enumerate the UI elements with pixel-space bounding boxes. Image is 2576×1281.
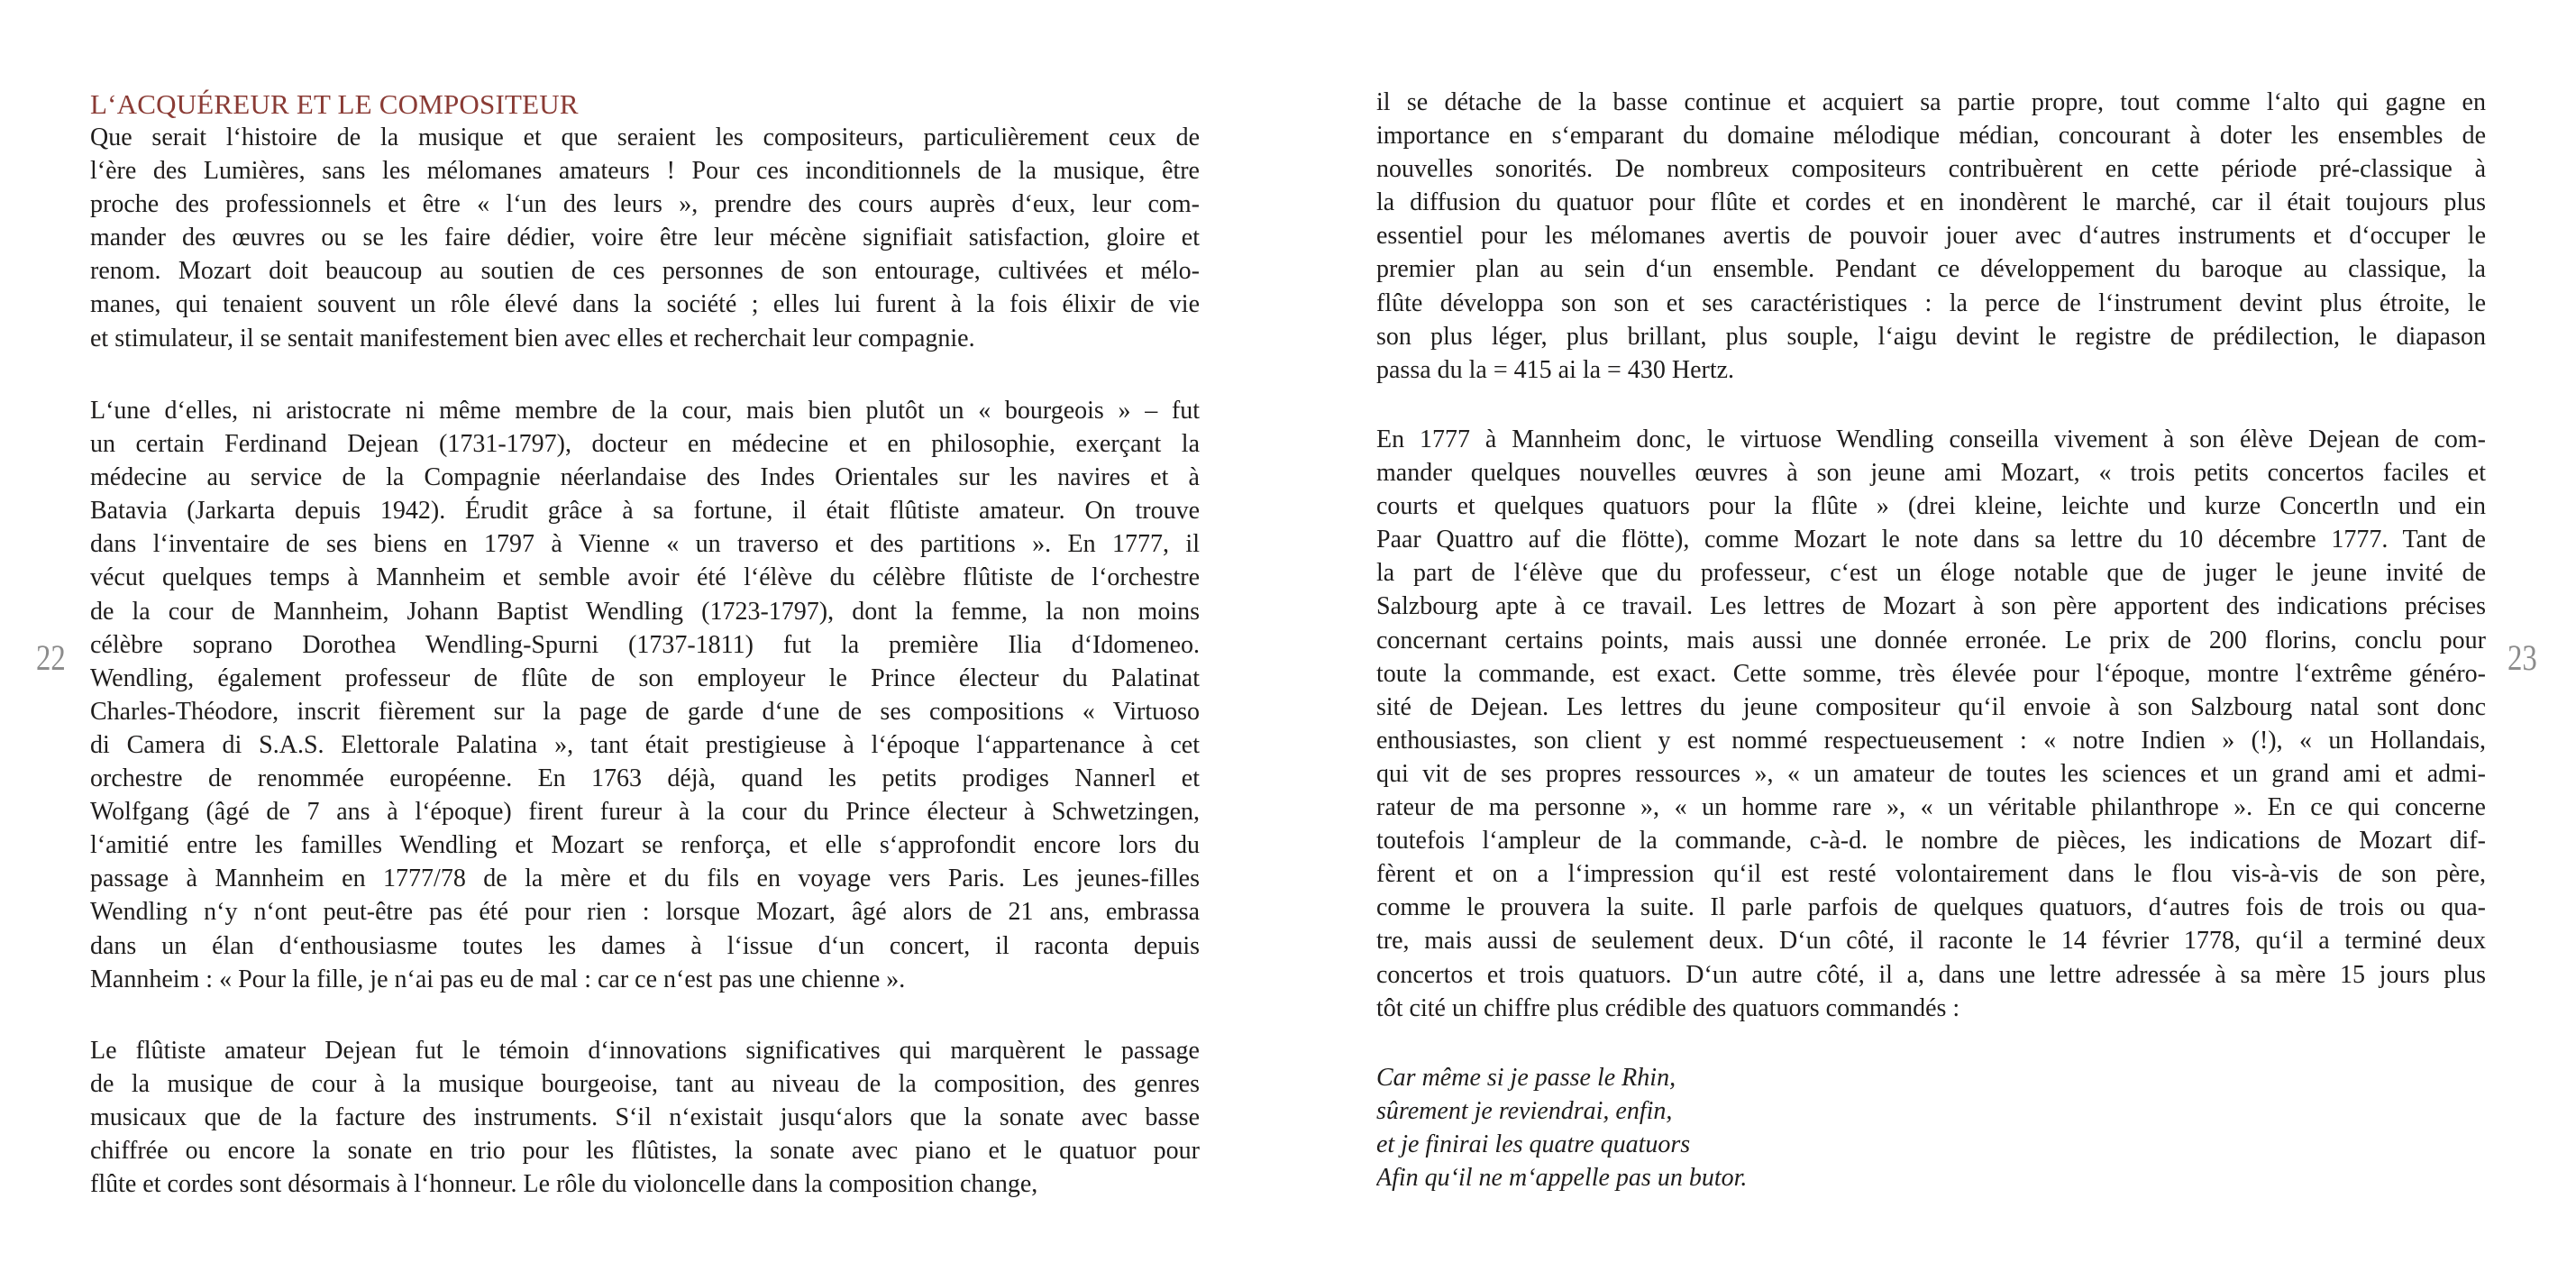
paragraph [90,121,1200,355]
text-line: Charles-Théodore, inscrit fièrement sur la page de garde d‘une de ses compositions « Virtuoso [90,697,1200,726]
text-line: Le flûtiste amateur Dejean fut le témoin d‘innovations significatives qui marquèrent le passage [90,1037,1200,1065]
text-line: passa du la = 415 ai la = 430 Hertz. [1376,355,1735,384]
text-line: rateur de ma personne », « un homme rare », « un véritable philanthrope ». En ce qui concerne [1376,793,2486,822]
text-line: concernant certains points, mais aussi une donnée erronée. Le prix de 200 florins, conclu pour [1376,626,2486,654]
paragraph [1376,86,2486,387]
text-line: comme le prouvera la suite. Il parle parfois de quelques quatuors, d‘autres fois de trois ou qua- [1376,893,2486,922]
verse-line: Afin qu‘il ne m‘appelle pas un butor. [1376,1164,1748,1193]
text-line: Wolfgang (âgé de 7 ans à l‘époque) firent fureur à la cour du Prince électeur à Schwetzingen, [90,798,1200,827]
text-line: Salzbourg apte à ce travail. Les lettres de Mozart à son père apportent des indications précises [1376,592,2486,621]
text-line: Que serait l‘histoire de la musique et que seraient les compositeurs, particulièrement ceux de [90,124,1200,151]
text-line: tre, mais aussi de seulement deux. D‘un côté, il raconte le 14 février 1778, qu‘il a terminé deux [1376,927,2486,956]
verse-line: sûrement je reviendrai, enfin, [1376,1097,1673,1126]
paragraph [90,394,1200,996]
text-line: essentiel pour les mélomanes avertis de pouvoir jouer avec d‘autres instruments et d‘occuper le [1376,222,2486,251]
text-line: flûte développa son son et ses caractéristiques : la perce de l‘instrument devint plus étroite, le [1376,288,2486,317]
text-line: L‘une d‘elles, ni aristocrate ni même membre de la cour, mais bien plutôt un « bourgeois » – fut [90,397,1200,425]
text-line: un certain Ferdinand Dejean (1731-1797), docteur en médecine et en philosophie, exerçant la [90,430,1200,459]
text-line: toutefois l‘ampleur de la commande, c-à-d. le nombre de pièces, les indications de Mozart dif- [1376,827,2486,856]
text-line: l‘ère des Lumières, sans les mélomanes amateurs ! Pour ces inconditionnels de la musique, être [90,157,1200,186]
text-line: l‘amitié entre les familles Wendling et Mozart se renforça, et elle s‘approfondit encore lors du [90,831,1200,860]
verse-line: et je finirai les quatre quatuors [1376,1130,1691,1159]
text-line: de la cour de Mannheim, Johann Baptist Wendling (1723-1797), dont la femme, la non moins [90,597,1200,626]
text-line: chiffrée ou encore la sonate en trio pour les flûtistes, la sonate avec piano et le quatuor pour [90,1137,1200,1166]
section-title: L‘ACQUÉREUR ET LE COMPOSITEUR [90,88,579,120]
text-line: flûte et cordes sont désormais à l‘honneur. Le rôle du violoncelle dans la composition change, [90,1170,1038,1199]
paragraph [90,1034,1200,1201]
text-line: la diffusion du quatuor pour flûte et cordes et en inondèrent le marché, car il était toujours plus [1376,188,2486,217]
text-line: célèbre soprano Dorothea Wendling-Spurni (1737-1811) fut la première Ilia d‘Idomeneo. [90,630,1200,659]
paragraph [1376,423,2486,1025]
text-line: tôt cité un chiffre plus crédible des quatuors commandés : [1376,993,1960,1022]
text-line: orchestre de renommée européenne. En 1763 déjà, quand les petits prodiges Nannerl et [90,764,1200,793]
text-line: de la musique de cour à la musique bourgeoise, tant au niveau de la composition, des genres [90,1070,1200,1099]
text-line: son plus léger, plus brillant, plus souple, l‘aigu devint le registre de prédilection, le diapason [1376,322,2486,351]
text-line: passage à Mannheim en 1777/78 de la mère et du fils en voyage vers Paris. Les jeunes-filles [90,865,1200,893]
verse-line: Car même si je passe le Rhin, [1376,1064,1676,1092]
text-line: la part de l‘élève que du professeur, c‘est un éloge notable que de juger le jeune invité de [1376,559,2486,588]
text-line: manes, qui tenaient souvent un rôle élevé dans la société ; elles lui furent à la fois élixir de vie [90,290,1200,319]
text-line: mander quelques nouvelles œuvres à son jeune ami Mozart, « trois petits concertos faciles et [1376,459,2486,488]
text-line: Mannheim : « Pour la fille, je n‘ai pas eu de mal : car ce n‘est pas une chienne ». [90,965,906,993]
text-line: dans un élan d‘enthousiasme toutes les dames à l‘issue d‘un concert, il raconta depuis [90,931,1200,960]
text-line: Wendling n‘y n‘ont peut-être pas été pour rien : lorsque Mozart, âgé alors de 21 ans, embrassa [90,898,1200,927]
text-line: Wendling, également professeur de flûte de son employeur le Prince électeur du Palatinat [90,663,1200,692]
text-line: qui vit de ses propres ressources », « un amateur de toutes les sciences et un grand ami et admi- [1376,759,2486,788]
text-line: premier plan au sein d‘un ensemble. Pendant ce développement du baroque au classique, la [1376,255,2486,284]
text-line: courts et quelques quatuors pour la flûte » (drei kleine, leichte und kurze Concertln und ein [1376,492,2486,521]
page-number: 22 [36,637,66,678]
text-line: sité de Dejean. Les lettres du jeune compositeur qu‘il envoie à son Salzbourg natal sont donc [1376,692,2486,721]
text-line: dans l‘inventaire de ses biens en 1797 à Vienne « un traverso et des partitions ». En 1777, il [90,530,1200,559]
text-line: et stimulateur, il se sentait manifestement bien avec elles et recherchait leur compagnie. [90,324,975,352]
text-line: renom. Mozart doit beaucoup au soutien de ces personnes de son entourage, cultivées et mélo- [90,257,1200,286]
text-line: vécut quelques temps à Mannheim et semble avoir été l‘élève du célèbre flûtiste de l‘orchestre [90,563,1200,592]
text-line: enthousiastes, son client y est nommé respectueusement : « notre Indien » (!), « un Hollandais, [1376,726,2486,755]
text-line: nouvelles sonorités. De nombreux compositeurs contribuèrent en cette période pré-classique à [1376,155,2486,184]
text-line: di Camera di S.A.S. Elettorale Palatina », tant était prestigieuse à l‘époque l‘appartenance à cet [90,730,1200,759]
verse-quote [1376,1061,2486,1194]
text-line: il se détache de la basse continue et acquiert sa partie propre, tout comme l‘alto qui gagne en [1376,88,2486,116]
text-line: proche des professionnels et être « l‘un des leurs », prendre des cours auprès d‘eux, leur com- [90,190,1200,219]
page-number: 23 [2507,637,2537,678]
text-line: importance en s‘emparant du domaine mélodique médian, concourant à doter les ensembles de [1376,122,2486,151]
text-line: fèrent et on a l‘impression qu‘il est resté volontairement dans le flou vis-à-vis de son père, [1376,860,2486,889]
text-line: En 1777 à Mannheim donc, le virtuose Wendling conseilla vivement à son élève Dejean de com- [1376,425,2486,453]
text-line: Batavia (Jarkarta depuis 1942). Érudit grâce à sa fortune, il était flûtiste amateur. On trouve [90,497,1200,526]
text-line: concertos et trois quatuors. D‘un autre côté, il a, dans une lettre adressée à sa mère 15 jours plus [1376,960,2486,989]
text-line: toute la commande, est exact. Cette somme, très élevée pour l‘époque, montre l‘extrême généro- [1376,659,2486,688]
right-page [1288,0,2576,1281]
text-line: musicaux que de la facture des instruments. S‘il n‘existait jusqu‘alors que la sonate avec basse [90,1103,1200,1132]
text-line: Paar Quattro auf die flötte), comme Mozart le note dans sa lettre du 10 décembre 1777. Tant de [1376,526,2486,554]
text-line: mander des œuvres ou se les faire dédier, voire être leur mécène signifiait satisfaction, gloire et [90,224,1200,252]
text-line: médecine au service de la Compagnie néerlandaise des Indes Orientales sur les navires et à [90,463,1200,492]
